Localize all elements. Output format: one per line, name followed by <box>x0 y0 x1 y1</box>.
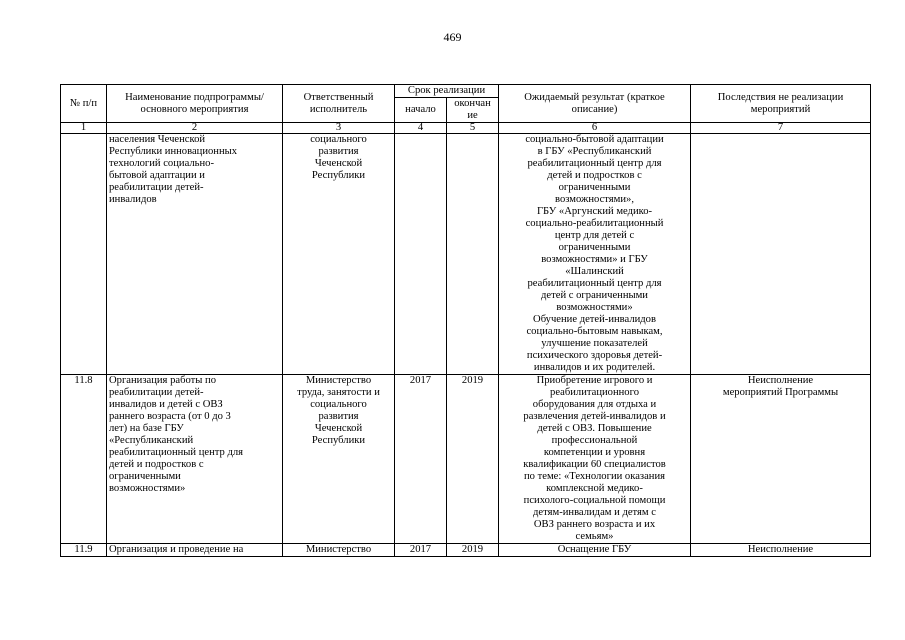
table-row <box>61 134 871 375</box>
consequence: Неисполнение <box>691 544 871 557</box>
column-number: 3 <box>283 123 395 134</box>
column-number: 2 <box>107 123 283 134</box>
header-number: № п/п <box>61 85 107 123</box>
header-name: Наименование подпрограммы/ основного мероприятия <box>107 85 283 123</box>
row-number: 11.8 <box>61 375 107 544</box>
end-year: 2019 <box>447 544 499 557</box>
header-start: начало <box>395 98 447 123</box>
column-number: 6 <box>499 123 691 134</box>
expected-result: Приобретение игрового и реабилитационного оборудования для отдыха и развлечения детей-инвалидов и детей с ОВЗ. Повышение профессиональной компетенции и уровня квалификации 60 специалистов по теме: «Технологии оказания комплексной медико- психолого-социальной помощи детям-инвалидам и детям с ОВЗ раннего возраста и их семьям» <box>499 375 691 544</box>
responsible-executor: социального развития Чеченской Республики <box>283 134 395 375</box>
header-end: окончан ие <box>447 98 499 123</box>
consequence: Неисполнение мероприятий Программы <box>691 375 871 544</box>
end-year: 2019 <box>447 375 499 544</box>
header-term: Срок реализации <box>395 85 499 98</box>
column-numbering-row <box>61 123 871 134</box>
header-row-1 <box>61 85 871 98</box>
measure-name: Организация работы по реабилитации детей- инвалидов и детей с ОВЗ раннего возраста (от 0 до 3 лет) на базе ГБУ «Республиканский реабилитационный центр для детей и подростков с ограниченными возможностями» <box>107 375 283 544</box>
measure-name: Организация и проведение на <box>107 544 283 557</box>
header-consequence: Последствия не реализации мероприятий <box>691 85 871 123</box>
page-number: 469 <box>443 30 462 44</box>
start-year: 2017 <box>395 375 447 544</box>
header-responsible: Ответственный исполнитель <box>283 85 395 123</box>
expected-result: социально-бытовой адаптации в ГБУ «Республиканский реабилитационный центр для детей и подростков с ограниченными возможностями», ГБУ «Аргунский медико- социально-реабилитационный центр для детей с ограниченными возможностями» и ГБУ «Шалинский реабилитационный центр для детей с ограниченными возможностями» Обучение детей-инвалидов социально-бытовым навыкам, улучшение показателей психического здоровья детей- инвалидов и их родителей. <box>499 134 691 375</box>
column-number: 1 <box>61 123 107 134</box>
column-number: 4 <box>395 123 447 134</box>
table-row <box>61 375 871 544</box>
row-number: 11.9 <box>61 544 107 557</box>
expected-result: Оснащение ГБУ <box>499 544 691 557</box>
responsible-executor: Министерство <box>283 544 395 557</box>
column-number: 5 <box>447 123 499 134</box>
row-number <box>61 134 107 375</box>
program-measures-table <box>60 84 871 557</box>
column-number: 7 <box>691 123 871 134</box>
end-year <box>447 134 499 375</box>
consequence <box>691 134 871 375</box>
measure-name: населения Чеченской Республики инновационных технологий социально- бытовой адаптации и реабилитации детей- инвалидов <box>107 134 283 375</box>
start-year: 2017 <box>395 544 447 557</box>
responsible-executor: Министерство труда, занятости и социального развития Чеченской Республики <box>283 375 395 544</box>
start-year <box>395 134 447 375</box>
header-result: Ожидаемый результат (краткое описание) <box>499 85 691 123</box>
table-row <box>61 544 871 557</box>
